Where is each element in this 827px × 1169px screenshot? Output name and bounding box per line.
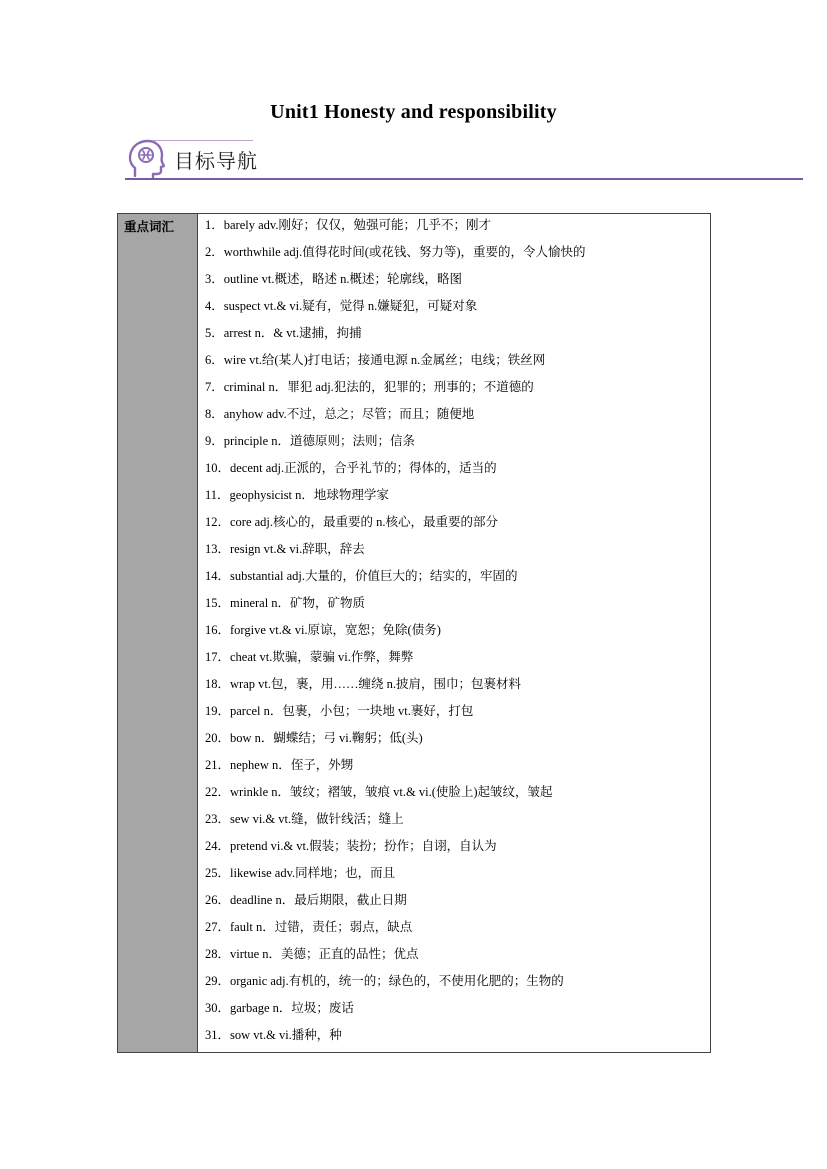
vocab-item: 28．virtue n．美德；正直的品性；优点 (205, 947, 419, 961)
vocab-item: 19．parcel n．包裹，小包；一块地 vt.裹好，打包 (205, 704, 474, 718)
goal-navigation-header (125, 136, 803, 182)
vocab-item: 3．outline vt.概述，略述 n.概述；轮廓线，略图 (205, 272, 462, 286)
vocab-item: 25．likewise adv.同样地；也，而且 (205, 866, 396, 880)
brain-head-icon (127, 138, 165, 180)
vocab-item: 15．mineral n．矿物，矿物质 (205, 596, 366, 610)
vocab-item: 2．worthwhile adj.值得花时间(或花钱、努力等)，重要的，令人愉快的 (205, 245, 586, 259)
vocab-item: 11．geophysicist n．地球物理学家 (205, 488, 389, 502)
header-divider (125, 178, 803, 180)
vocab-item: 26．deadline n．最后期限，截止日期 (205, 893, 407, 907)
vocab-item: 20．bow n．蝴蝶结；弓 vi.鞠躬；低(头) (205, 731, 423, 745)
vocab-item: 12．core adj.核心的，最重要的 n.核心，最重要的部分 (205, 515, 499, 529)
vocab-item: 4．suspect vt.& vi.疑有，觉得 n.嫌疑犯，可疑对象 (205, 299, 478, 313)
vocab-item: 7．criminal n．罪犯 adj.犯法的，犯罪的；刑事的；不道德的 (205, 380, 534, 394)
vocab-item: 9．principle n．道德原则；法则；信条 (205, 434, 416, 448)
vocab-item: 27．fault n．过错，责任；弱点，缺点 (205, 920, 413, 934)
vocab-item: 21．nephew n．侄子，外甥 (205, 758, 354, 772)
vocab-item: 13．resign vt.& vi.辞职，辞去 (205, 542, 365, 556)
vocab-item: 5．arrest n．& vt.逮捕，拘捕 (205, 326, 362, 340)
vocab-item: 29．organic adj.有机的，统一的；绿色的，不使用化肥的；生物的 (205, 974, 564, 988)
vocab-item: 6．wire vt.给(某人)打电话；接通电源 n.金属丝；电线；铁丝网 (205, 353, 546, 367)
vocabulary-list (205, 214, 705, 1051)
vocab-item: 10．decent adj.正派的，合乎礼节的；得体的，适当的 (205, 461, 497, 475)
header-accent-line (153, 140, 253, 141)
table-label-cell (118, 214, 198, 1052)
vocab-item: 30．garbage n．垃圾；废话 (205, 1001, 354, 1015)
vocab-item: 23．sew vi.& vt.缝，做针线活；缝上 (205, 812, 404, 826)
table-label: 重点词汇 (124, 219, 175, 234)
key-vocabulary-table (117, 213, 711, 1053)
vocab-item: 8．anyhow adv.不过，总之；尽管；而且；随便地 (205, 407, 475, 421)
goal-navigation-title: 目标导航 (174, 149, 258, 173)
vocab-item: 18．wrap vt.包，裹，用……缠绕 n.披肩，围巾；包裹材料 (205, 677, 521, 691)
vocab-item: 16．forgive vt.& vi.原谅，宽恕；免除(债务) (205, 623, 441, 637)
vocab-item: 31．sow vt.& vi.播种，种 (205, 1028, 342, 1042)
vocab-item: 17．cheat vt.欺骗，蒙骗 vi.作弊，舞弊 (205, 650, 414, 664)
vocab-item: 24．pretend vi.& vt.假装；装扮；扮作；自诩，自认为 (205, 839, 497, 853)
vocab-item: 22．wrinkle n．皱纹；褶皱，皱痕 vt.& vi.(使脸上)起皱纹，皱起 (205, 785, 553, 799)
document-title: Unit1 Honesty and responsibility (270, 101, 557, 123)
vocab-item: 1．barely adv.刚好；仅仅，勉强可能；几乎不；刚才 (205, 218, 491, 232)
vocab-item: 14．substantial adj.大量的，价值巨大的；结实的，牢固的 (205, 569, 518, 583)
